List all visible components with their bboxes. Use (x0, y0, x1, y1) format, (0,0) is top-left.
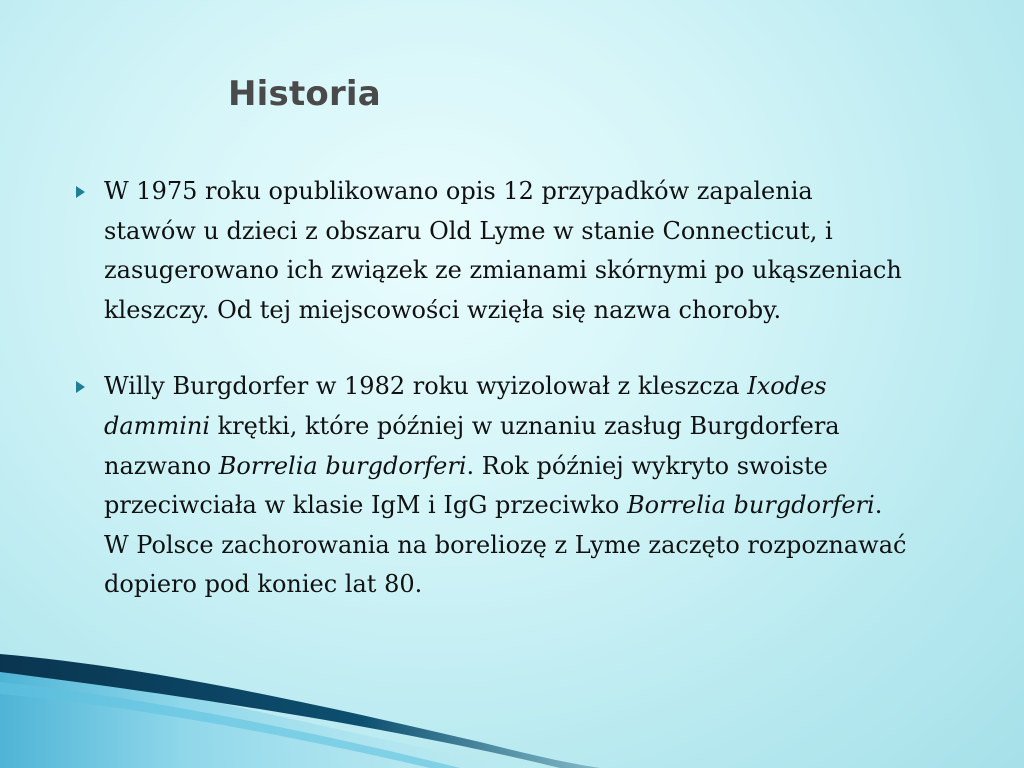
slide-content (72, 172, 908, 642)
bullet-item-1 (72, 172, 908, 330)
bullet-2-bacteria-name-2: Borrelia burgdorferi (626, 491, 875, 520)
bullet-1-text: W 1975 roku opublikowano opis 12 przypadków zapalenia stawów u dzieci z obszaru Old Lyme w stanie Connecticut, i zasugerowano ich związek ze zmianami skórnymi po ukąszeniach kleszczy. Od tej miejscowości wzięła się nazwa choroby. (104, 177, 902, 324)
bullet-2-text-4: . W Polsce zachorowania na boreliozę z Lyme zaczęto rozpoznawać dopiero pod koniec lat 80. (104, 491, 907, 599)
bullet-arrow-icon (76, 381, 85, 393)
bullet-item-2 (72, 367, 908, 605)
bullet-2-text-2: krętki, które później w uznaniu zasług Burgdorfera nazwano (104, 411, 840, 480)
bullet-2-text-1: Willy Burgdorfer w 1982 roku wyizolował z kleszcza (104, 372, 748, 401)
slide-title: Historia (228, 74, 381, 114)
bullet-2-bacteria-name-1: Borrelia burgdorferi (218, 451, 467, 480)
bullet-2-text-3: . Rok później wykryto swoiste przeciwciała w klasie IgM i IgG przeciwko (104, 451, 828, 520)
bullet-2-species-name: Ixodes dammini (104, 372, 827, 440)
decorative-wave (0, 638, 1024, 768)
bullet-arrow-icon (76, 186, 85, 198)
